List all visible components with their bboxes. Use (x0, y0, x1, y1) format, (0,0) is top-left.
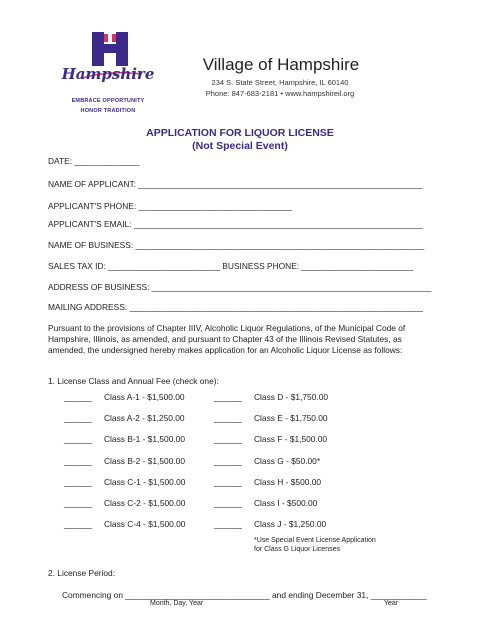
class-option-label: Class A-1 - $1,500.00 (104, 392, 185, 402)
class-checkbox-blank[interactable]: ______ (214, 392, 242, 402)
class-option-label: Class B-2 - $1,500.00 (104, 456, 186, 466)
class-option-label: Class D - $1,750.00 (254, 392, 329, 402)
legal-paragraph: Pursuant to the provisions of Chapter IIIV, Alcoholic Liquor Regulations, of the Municipal Code of Hampshire, Illinois, as amended, and pursuant to Chapter 43 of the Illinois Revised Statutes, as amended, the undersigned hereby makes application for an Alcoholic Liquor License as follows: (48, 323, 406, 355)
class-option-label: Class A-2 - $1,250.00 (104, 413, 185, 423)
class-checkbox-blank[interactable]: ______ (214, 498, 242, 508)
form-subtitle: (Not Special Event) (192, 140, 288, 152)
form-title: APPLICATION FOR LIQUOR LICENSE (146, 127, 334, 139)
class-g-note-line-1: *Use Special Event License Application (254, 537, 376, 544)
date-field[interactable]: DATE: ______________ (48, 156, 140, 166)
class-checkbox-blank[interactable]: ______ (214, 477, 242, 487)
sales-tax-field[interactable]: SALES TAX ID: ________________________ BUSINESS PHONE: ________________________ (48, 261, 414, 271)
class-option-label: Class C-4 - $1,500.00 (104, 519, 186, 529)
applicant-phone-field[interactable]: APPLICANT'S PHONE: _________________________________ (48, 201, 293, 211)
village-address: 234 S. State Street, Hampshire, IL 60140 (211, 78, 349, 87)
period-date-label: Month, Day, Year (150, 600, 204, 607)
class-option-label: Class E - $1,750.00 (254, 413, 328, 423)
class-option-label: Class C-1 - $1,500.00 (104, 477, 186, 487)
section-1-heading: 1. License Class and Annual Fee (check one): (48, 376, 219, 386)
village-contact: Phone: 847-683-2181 • www.hampshireil.org (205, 89, 355, 98)
class-checkbox-blank[interactable]: ______ (64, 498, 92, 508)
logo-wordmark: Hampshire (61, 65, 155, 83)
class-checkbox-blank[interactable]: ______ (214, 519, 242, 529)
class-option-label: Class H - $500.00 (254, 477, 322, 487)
class-checkbox-blank[interactable]: ______ (214, 456, 242, 466)
class-option-label: Class G - $50.00* (254, 456, 321, 466)
class-checkbox-blank[interactable]: ______ (64, 434, 92, 444)
village-title: Village of Hampshire (202, 55, 360, 74)
mailing-address-field[interactable]: MAILING ADDRESS: _______________________________________________________________ (48, 302, 423, 312)
applicant-name-field[interactable]: NAME OF APPLICANT: _____________________________________________________________ (48, 179, 423, 189)
section-2-heading: 2. License Period: (48, 568, 116, 578)
class-g-note-line-2: for Class G Liquor Licenses (254, 546, 340, 553)
class-checkbox-blank[interactable]: ______ (64, 456, 92, 466)
class-option-label: Class J - $1,250.00 (254, 519, 327, 529)
class-checkbox-blank[interactable]: ______ (64, 477, 92, 487)
class-checkbox-blank[interactable]: ______ (214, 413, 242, 423)
class-option-label: Class I - $500.00 (254, 498, 318, 508)
class-checkbox-blank[interactable]: ______ (64, 519, 92, 529)
class-option-label: Class B-1 - $1,500.00 (104, 434, 186, 444)
class-checkbox-blank[interactable]: ______ (214, 434, 242, 444)
license-period-line[interactable]: Commencing on _______________________________ and ending December 31, ____________ (62, 590, 427, 600)
class-checkbox-blank[interactable]: ______ (64, 413, 92, 423)
logo-tagline-2: HONOR TRADITION (80, 108, 136, 114)
class-option-label: Class C-2 - $1,500.00 (104, 498, 186, 508)
class-checkbox-blank[interactable]: ______ (64, 392, 92, 402)
logo-tagline-1: EMBRACE OPPORTUNITY (71, 98, 145, 104)
period-year-label: Year (384, 600, 399, 607)
business-address-field[interactable]: ADDRESS OF BUSINESS: ____________________________________________________________ (48, 282, 432, 292)
applicant-email-field[interactable]: APPLICANT'S EMAIL: ______________________________________________________________ (48, 219, 423, 229)
business-name-field[interactable]: NAME OF BUSINESS: ______________________________________________________________ (48, 240, 425, 250)
class-option-label: Class F - $1,500.00 (254, 434, 328, 444)
